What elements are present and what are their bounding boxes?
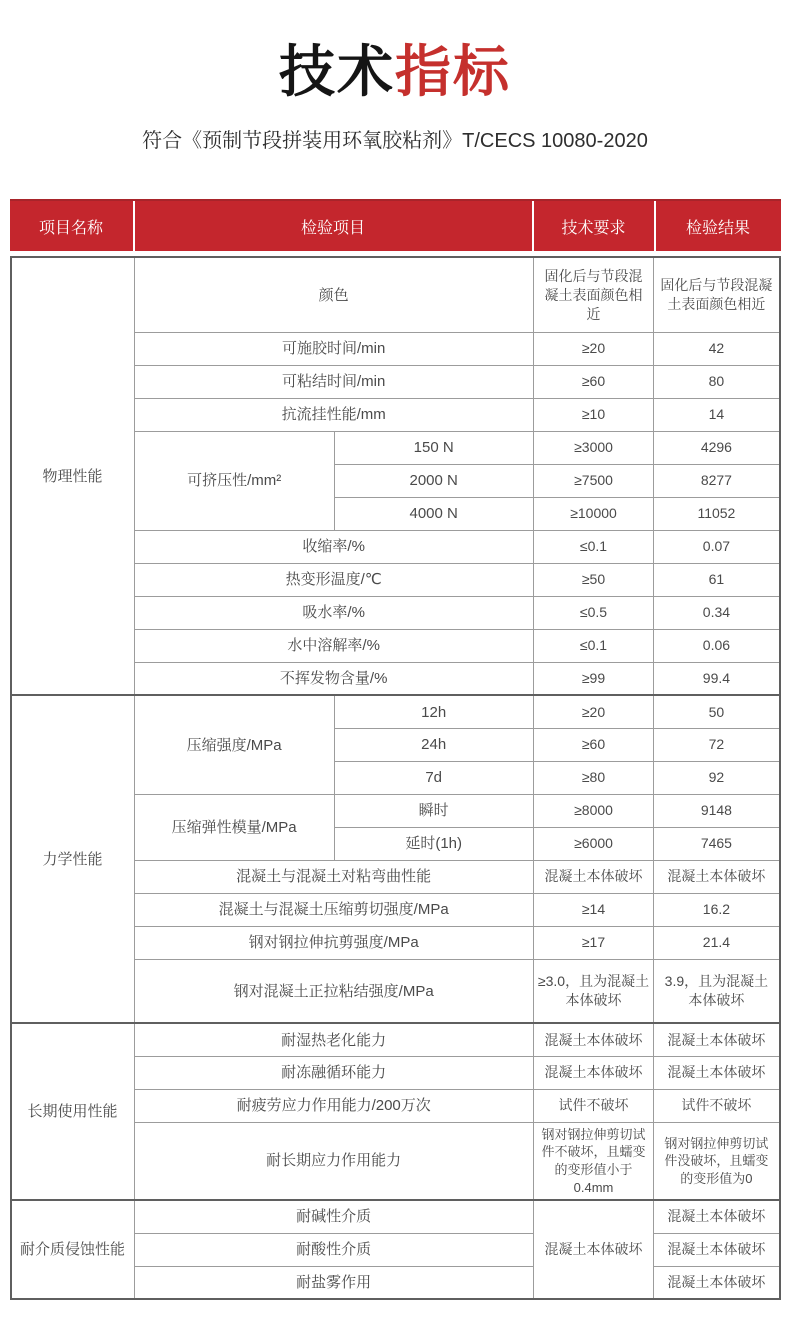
cell-item-group: 压缩弹性模量/MPa bbox=[134, 794, 334, 860]
header-cell-inspection-item: 检验项目 bbox=[135, 201, 532, 251]
cell-result: 99.4 bbox=[654, 662, 780, 695]
cell-result: 钢对钢拉伸剪切试件没破坏，且蠕变的变形值为0 bbox=[654, 1122, 780, 1200]
cell-requirement: 钢对钢拉伸剪切试件不破坏，且蠕变的变形值小于0.4mm bbox=[533, 1122, 654, 1200]
table-row bbox=[11, 257, 780, 332]
cell-result: 61 bbox=[654, 563, 780, 596]
cell-result: 固化后与节段混凝土表面颜色相近 bbox=[654, 257, 780, 332]
cell-item: 耐长期应力作用能力 bbox=[134, 1122, 533, 1200]
cell-requirement: ≤0.5 bbox=[533, 596, 654, 629]
cell-requirement: ≥6000 bbox=[533, 827, 654, 860]
cell-subitem: 4000 N bbox=[334, 497, 533, 530]
cell-result: 0.07 bbox=[654, 530, 780, 563]
header-cell-technical-requirement: 技术要求 bbox=[534, 201, 654, 251]
cell-item: 耐湿热老化能力 bbox=[134, 1023, 533, 1056]
cell-requirement: 混凝土本体破坏 bbox=[533, 860, 654, 893]
page-subtitle: 符合《预制节段拼装用环氧胶粘剂》T/CECS 10080-2020 bbox=[142, 130, 648, 153]
cell-item: 混凝土与混凝土压缩剪切强度/MPa bbox=[134, 893, 533, 926]
cell-item: 耐盐雾作用 bbox=[134, 1266, 533, 1299]
cell-requirement: ≥60 bbox=[533, 365, 654, 398]
cell-item: 颜色 bbox=[134, 257, 533, 332]
table-header-row bbox=[10, 199, 781, 251]
cell-item: 水中溶解率/% bbox=[134, 629, 533, 662]
cell-requirement: ≥20 bbox=[533, 695, 654, 728]
cell-item: 耐冻融循环能力 bbox=[134, 1056, 533, 1089]
header-cell-project-name: 项目名称 bbox=[10, 201, 133, 251]
cell-requirement: ≥7500 bbox=[533, 464, 654, 497]
cell-requirement-merged: 混凝土本体破坏 bbox=[533, 1200, 654, 1299]
cell-result: 42 bbox=[654, 332, 780, 365]
page-title-accent: 指标 bbox=[395, 40, 511, 103]
cell-requirement: ≥50 bbox=[533, 563, 654, 596]
cell-result: 3.9，且为混凝土本体破坏 bbox=[654, 959, 780, 1023]
cell-subitem: 12h bbox=[334, 695, 533, 728]
cell-result: 80 bbox=[654, 365, 780, 398]
cell-requirement: 固化后与节段混凝土表面颜色相近 bbox=[533, 257, 654, 332]
cell-requirement: ≥3.0，且为混凝土本体破坏 bbox=[533, 959, 654, 1023]
cell-result: 21.4 bbox=[654, 926, 780, 959]
cell-item-group: 压缩强度/MPa bbox=[134, 695, 334, 794]
cell-result: 9148 bbox=[654, 794, 780, 827]
cell-requirement: ≥14 bbox=[533, 893, 654, 926]
cell-result: 11052 bbox=[654, 497, 780, 530]
header-cell-inspection-result: 检验结果 bbox=[656, 201, 781, 251]
cell-item: 可粘结时间/min bbox=[134, 365, 533, 398]
cell-item: 吸水率/% bbox=[134, 596, 533, 629]
cell-result: 4296 bbox=[654, 431, 780, 464]
cell-result: 混凝土本体破坏 bbox=[654, 1200, 780, 1233]
cell-requirement: ≤0.1 bbox=[533, 629, 654, 662]
table-row bbox=[11, 1023, 780, 1056]
cell-result: 50 bbox=[654, 695, 780, 728]
cell-subitem: 150 N bbox=[334, 431, 533, 464]
cell-result: 混凝土本体破坏 bbox=[654, 1023, 780, 1056]
cell-item: 抗流挂性能/mm bbox=[134, 398, 533, 431]
cell-requirement: ≥10 bbox=[533, 398, 654, 431]
cell-result: 72 bbox=[654, 728, 780, 761]
cell-result: 16.2 bbox=[654, 893, 780, 926]
page-title bbox=[0, 40, 790, 104]
page-title-black: 技术 bbox=[279, 40, 395, 103]
cell-item: 收缩率/% bbox=[134, 530, 533, 563]
cell-result: 试件不破坏 bbox=[654, 1089, 780, 1122]
cell-item: 耐疲劳应力作用能力/200万次 bbox=[134, 1089, 533, 1122]
spec-table-body bbox=[10, 256, 781, 1300]
cell-result: 混凝土本体破坏 bbox=[654, 1233, 780, 1266]
cell-item: 热变形温度/℃ bbox=[134, 563, 533, 596]
cell-result: 14 bbox=[654, 398, 780, 431]
cell-result: 8277 bbox=[654, 464, 780, 497]
cell-item: 钢对钢拉伸抗剪强度/MPa bbox=[134, 926, 533, 959]
cell-item: 混凝土与混凝土对粘弯曲性能 bbox=[134, 860, 533, 893]
cell-result: 混凝土本体破坏 bbox=[654, 860, 780, 893]
cell-requirement: ≥10000 bbox=[533, 497, 654, 530]
cell-item: 钢对混凝土正拉粘结强度/MPa bbox=[134, 959, 533, 1023]
cell-requirement: ≥20 bbox=[533, 332, 654, 365]
section-label-mechanical: 力学性能 bbox=[11, 695, 135, 1023]
cell-item: 耐碱性介质 bbox=[134, 1200, 533, 1233]
spec-table bbox=[10, 199, 781, 1300]
cell-requirement: ≥3000 bbox=[533, 431, 654, 464]
section-label-media-corrosion: 耐介质侵蚀性能 bbox=[11, 1200, 135, 1299]
cell-result: 混凝土本体破坏 bbox=[654, 1056, 780, 1089]
cell-result: 92 bbox=[654, 761, 780, 794]
cell-requirement: 试件不破坏 bbox=[533, 1089, 654, 1122]
cell-requirement: 混凝土本体破坏 bbox=[533, 1023, 654, 1056]
table-row bbox=[11, 1200, 780, 1233]
cell-requirement: ≥60 bbox=[533, 728, 654, 761]
cell-requirement: 混凝土本体破坏 bbox=[533, 1056, 654, 1089]
cell-item: 耐酸性介质 bbox=[134, 1233, 533, 1266]
cell-subitem: 7d bbox=[334, 761, 533, 794]
cell-requirement: ≥80 bbox=[533, 761, 654, 794]
cell-subitem: 瞬时 bbox=[334, 794, 533, 827]
cell-requirement: ≥8000 bbox=[533, 794, 654, 827]
cell-item: 可施胶时间/min bbox=[134, 332, 533, 365]
section-label-long-term: 长期使用性能 bbox=[11, 1023, 135, 1200]
cell-result: 混凝土本体破坏 bbox=[654, 1266, 780, 1299]
cell-requirement: ≥99 bbox=[533, 662, 654, 695]
cell-item: 不挥发物含量/% bbox=[134, 662, 533, 695]
cell-result: 0.06 bbox=[654, 629, 780, 662]
cell-subitem: 24h bbox=[334, 728, 533, 761]
cell-requirement: ≤0.1 bbox=[533, 530, 654, 563]
section-label-physical: 物理性能 bbox=[11, 257, 135, 695]
cell-subitem: 2000 N bbox=[334, 464, 533, 497]
cell-item-group: 可挤压性/mm² bbox=[134, 431, 334, 530]
cell-result: 0.34 bbox=[654, 596, 780, 629]
cell-result: 7465 bbox=[654, 827, 780, 860]
cell-requirement: ≥17 bbox=[533, 926, 654, 959]
table-row bbox=[11, 695, 780, 728]
cell-subitem: 延时(1h) bbox=[334, 827, 533, 860]
